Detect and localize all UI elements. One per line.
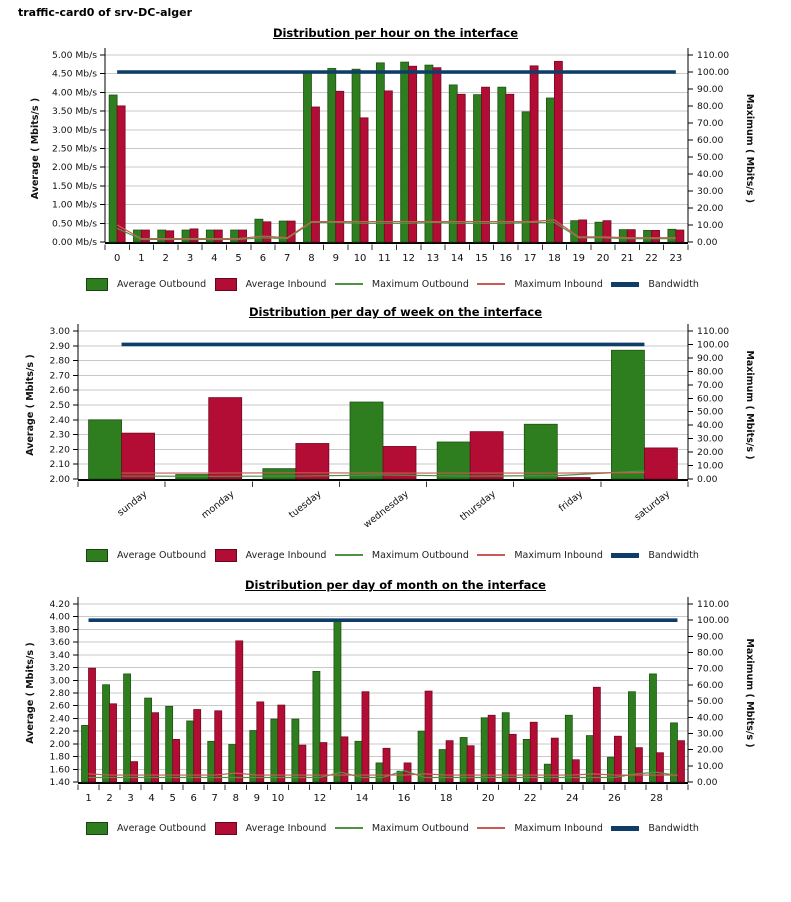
- avg-inbound-bar: [214, 230, 222, 242]
- avg-outbound-bar: [313, 671, 320, 782]
- avg-inbound-bar: [446, 741, 453, 782]
- x-axis-label: tuesday: [286, 488, 324, 521]
- avg-outbound-bar: [401, 62, 409, 242]
- traffic-report-page: [0, 6, 791, 902]
- avg-outbound-bar: [271, 719, 278, 782]
- x-axis-label: 8: [308, 253, 315, 264]
- average-outbound-swatch: [86, 278, 108, 291]
- avg-outbound-bar: [474, 95, 482, 242]
- maximum-inbound-swatch: [477, 283, 505, 285]
- x-axis-label: 8: [232, 793, 239, 804]
- legend-label: Bandwidth: [648, 822, 699, 834]
- avg-outbound-bar: [649, 674, 656, 782]
- avg-outbound-bar: [208, 741, 215, 782]
- avg-inbound-bar: [579, 220, 587, 242]
- avg-outbound-bar: [292, 719, 299, 782]
- avg-outbound-bar: [595, 222, 603, 242]
- left-axis-tick-label: 2.00: [49, 474, 70, 485]
- legend-label: Average Inbound: [245, 822, 327, 834]
- avg-inbound-bar: [383, 446, 416, 479]
- left-axis-tick-label: 3.20: [49, 662, 70, 674]
- avg-outbound-bar: [644, 230, 652, 242]
- avg-inbound-bar: [141, 230, 149, 242]
- avg-inbound-bar: [530, 722, 537, 782]
- x-axis-label: 6: [259, 253, 267, 264]
- legend-label: Maximum Inbound: [514, 278, 603, 290]
- x-axis-label: 15: [475, 253, 488, 264]
- avg-inbound-bar: [433, 68, 441, 242]
- left-axis-tick-label: 1.50 Mb/s: [51, 180, 97, 192]
- right-axis-tick-label: 80.00: [697, 366, 724, 378]
- legend-item-average-inbound: [215, 822, 327, 835]
- hourly-distribution-chart: [0, 40, 791, 272]
- maximum-outbound-swatch: [335, 554, 363, 556]
- left-axis-tick-label: 2.20: [49, 726, 70, 738]
- avg-outbound-bar: [376, 63, 384, 242]
- maximum-outbound-swatch: [335, 827, 363, 829]
- x-axis-label: 4: [211, 253, 218, 264]
- x-axis-label: 20: [596, 253, 610, 264]
- x-axis-label: 24: [565, 793, 579, 804]
- legend-label: Average Outbound: [117, 549, 207, 561]
- left-axis-tick-label: 2.10: [49, 459, 70, 471]
- x-axis-label: thursday: [458, 488, 498, 524]
- avg-outbound-bar: [670, 723, 677, 782]
- avg-inbound-bar: [530, 66, 538, 242]
- monthly-distribution-chart: [0, 592, 791, 816]
- legend-item-bandwidth: [611, 823, 699, 834]
- right-axis-tick-label: 80.00: [697, 101, 724, 112]
- x-axis-label: 10: [353, 253, 367, 264]
- left-axis-tick-label: 2.30: [49, 429, 70, 441]
- legend-item-average-inbound: [215, 278, 327, 291]
- x-axis-label: 16: [499, 253, 513, 264]
- avg-outbound-bar: [109, 95, 117, 242]
- avg-inbound-bar: [166, 231, 174, 242]
- x-axis-label: 5: [235, 253, 242, 264]
- x-axis-label: 26: [608, 793, 621, 804]
- legend-label: Average Outbound: [117, 278, 207, 290]
- right-axis-tick-label: 10.00: [697, 460, 724, 472]
- legend-item-maximum-inbound: [477, 279, 603, 290]
- legend-label: Bandwidth: [648, 549, 699, 561]
- right-axis-tick-label: 20.00: [697, 744, 724, 756]
- avg-outbound-bar: [182, 230, 190, 242]
- weekly-chart-legend: [86, 547, 699, 563]
- right-axis-tick-label: 10.00: [697, 220, 724, 231]
- monthly-chart-title: Distribution per day of month on the interface: [245, 578, 546, 592]
- avg-inbound-bar: [676, 230, 684, 242]
- left-axis-tick-label: 2.00: [49, 738, 70, 750]
- avg-inbound-bar: [296, 443, 329, 479]
- monthly-distribution-section: [0, 578, 791, 836]
- avg-inbound-bar: [652, 230, 660, 242]
- right-axis-tick-label: 90.00: [697, 631, 724, 643]
- avg-inbound-bar: [593, 687, 600, 782]
- legend-label: Maximum Inbound: [514, 549, 603, 561]
- avg-outbound-bar: [350, 402, 383, 479]
- right-axis-tick-label: 20.00: [697, 447, 724, 459]
- legend-label: Average Inbound: [245, 278, 327, 290]
- x-axis-label: 11: [377, 253, 391, 264]
- left-axis-tick-label: 2.40: [49, 713, 70, 725]
- avg-inbound-bar: [287, 221, 295, 242]
- left-axis-title: Average ( Mbits/s ): [25, 354, 36, 456]
- x-axis-label: 13: [426, 253, 440, 264]
- right-axis-tick-label: 0.00: [697, 777, 718, 788]
- x-axis-label: 1: [138, 253, 145, 264]
- avg-inbound-bar: [554, 61, 562, 242]
- left-axis-tick-label: 2.80: [49, 688, 70, 699]
- left-axis-tick-label: 2.90: [49, 340, 70, 352]
- x-axis-label: 2: [106, 793, 113, 804]
- avg-inbound-bar: [152, 713, 159, 782]
- avg-inbound-bar: [117, 106, 125, 242]
- x-axis-label: 2: [162, 253, 169, 264]
- legend-item-average-outbound: [86, 822, 206, 835]
- weekly-distribution-section: [0, 305, 791, 563]
- right-axis-tick-label: 100.00: [697, 67, 730, 78]
- x-axis-label: 20: [481, 793, 495, 804]
- avg-outbound-bar: [187, 721, 194, 782]
- avg-inbound-bar: [257, 702, 264, 782]
- x-axis-label: 17: [523, 253, 537, 264]
- left-axis-tick-label: 1.80: [49, 751, 70, 763]
- left-axis-tick-label: 4.50 Mb/s: [51, 68, 97, 80]
- legend-item-maximum-outbound: [335, 823, 469, 834]
- right-axis-tick-label: 100.00: [697, 339, 730, 351]
- avg-outbound-bar: [607, 757, 614, 782]
- avg-inbound-bar: [409, 66, 417, 242]
- right-axis-tick-label: 50.00: [697, 696, 724, 708]
- right-axis-tick-label: 10.00: [697, 760, 724, 772]
- avg-outbound-bar: [449, 85, 457, 242]
- legend-item-bandwidth: [611, 550, 699, 561]
- left-axis-tick-label: 2.50: [49, 400, 70, 411]
- avg-outbound-bar: [571, 221, 579, 242]
- avg-outbound-bar: [103, 685, 110, 782]
- right-axis-tick-label: 90.00: [697, 352, 724, 364]
- avg-inbound-bar: [457, 94, 465, 242]
- x-axis-label: 28: [650, 793, 663, 804]
- avg-outbound-bar: [124, 674, 131, 782]
- x-axis-label: 10: [271, 793, 285, 804]
- weekly-chart-title: Distribution per day of week on the interface: [248, 305, 543, 319]
- legend-item-average-inbound: [215, 549, 327, 562]
- avg-inbound-bar: [482, 87, 490, 242]
- avg-inbound-bar: [362, 692, 369, 782]
- avg-outbound-bar: [524, 424, 557, 479]
- legend-label: Maximum Outbound: [371, 278, 469, 290]
- x-axis-label: 12: [313, 793, 327, 804]
- legend-label: Average Outbound: [117, 822, 207, 834]
- x-axis-label: wednesday: [361, 488, 411, 531]
- x-axis-label: 18: [439, 793, 453, 804]
- right-axis-tick-label: 110.00: [697, 50, 730, 61]
- right-axis-tick-label: 110.00: [697, 599, 730, 610]
- avg-inbound-bar: [131, 762, 138, 782]
- x-axis-label: 1: [85, 793, 92, 804]
- x-axis-label: 22: [523, 793, 537, 804]
- right-axis-tick-label: 50.00: [697, 406, 724, 418]
- legend-item-average-outbound: [86, 278, 206, 291]
- legend-label: Maximum Outbound: [371, 549, 469, 561]
- legend-item-average-outbound: [86, 549, 206, 562]
- avg-inbound-bar: [627, 230, 635, 242]
- right-axis-tick-label: 40.00: [697, 420, 724, 432]
- avg-outbound-bar: [352, 69, 360, 242]
- avg-inbound-bar: [603, 221, 611, 242]
- left-axis-tick-label: 0.00 Mb/s: [51, 237, 97, 248]
- avg-outbound-bar: [668, 229, 676, 242]
- x-axis-label: saturday: [632, 488, 673, 524]
- avg-inbound-bar: [470, 432, 503, 479]
- avg-inbound-bar: [209, 398, 242, 479]
- right-axis-tick-label: 110.00: [697, 326, 730, 337]
- avg-outbound-bar: [145, 698, 152, 782]
- avg-outbound-bar: [586, 736, 593, 782]
- avg-outbound-bar: [376, 763, 383, 782]
- left-axis-tick-label: 3.60: [49, 637, 70, 649]
- left-axis-tick-label: 2.50 Mb/s: [51, 143, 97, 155]
- left-axis-tick-label: 3.50 Mb/s: [51, 106, 97, 118]
- left-axis-tick-label: 2.20: [49, 444, 70, 456]
- average-outbound-swatch: [86, 822, 108, 835]
- avg-inbound-bar: [299, 745, 306, 782]
- avg-outbound-bar: [611, 350, 644, 479]
- x-axis-label: 7: [284, 253, 291, 264]
- avg-inbound-bar: [656, 753, 663, 782]
- legend-item-maximum-outbound: [335, 279, 469, 290]
- average-inbound-swatch: [215, 822, 237, 835]
- avg-outbound-bar: [82, 725, 89, 782]
- hourly-chart-title: Distribution per hour on the interface: [272, 26, 519, 40]
- left-axis-tick-label: 5.00 Mb/s: [51, 50, 97, 61]
- avg-outbound-bar: [334, 621, 341, 782]
- right-axis-tick-label: 70.00: [697, 379, 724, 391]
- left-axis-tick-label: 2.70: [49, 370, 70, 382]
- weekly-distribution-chart: [0, 319, 791, 543]
- avg-inbound-bar: [384, 91, 392, 242]
- x-axis-label: 18: [548, 253, 561, 264]
- x-axis-label: 14: [450, 253, 464, 264]
- left-axis-tick-label: 2.40: [49, 414, 70, 426]
- avg-outbound-bar: [328, 68, 336, 242]
- maximum-inbound-swatch: [477, 827, 505, 829]
- left-axis-tick-label: 2.00 Mb/s: [51, 162, 97, 174]
- left-axis-tick-label: 2.60: [49, 700, 70, 712]
- bandwidth-swatch: [611, 826, 639, 831]
- hourly-distribution-section: [0, 26, 791, 292]
- right-axis-tick-label: 80.00: [697, 647, 724, 659]
- right-axis-tick-label: 50.00: [697, 152, 724, 163]
- x-axis-label: 5: [169, 793, 176, 804]
- legend-item-maximum-outbound: [335, 550, 469, 561]
- legend-item-maximum-inbound: [477, 550, 603, 561]
- right-axis-tick-label: 0.00: [697, 474, 718, 485]
- avg-inbound-bar: [488, 715, 495, 782]
- avg-outbound-bar: [544, 764, 551, 782]
- left-axis-tick-label: 1.40: [49, 777, 70, 788]
- x-axis-label: 14: [355, 793, 369, 804]
- average-outbound-swatch: [86, 549, 108, 562]
- avg-inbound-bar: [236, 641, 243, 782]
- left-axis-title: Average ( Mbits/s ): [30, 97, 41, 200]
- right-axis-tick-label: 20.00: [697, 203, 724, 214]
- x-axis-label: 21: [620, 253, 634, 264]
- x-axis-label: 0: [113, 253, 121, 264]
- avg-outbound-bar: [229, 744, 236, 782]
- x-axis-label: friday: [556, 488, 586, 515]
- average-inbound-swatch: [215, 549, 237, 562]
- x-axis-label: 22: [645, 253, 658, 264]
- avg-outbound-bar: [158, 230, 166, 242]
- x-axis-label: 7: [211, 793, 218, 804]
- x-axis-label: 23: [669, 253, 683, 264]
- legend-item-bandwidth: [611, 279, 699, 290]
- avg-outbound-bar: [619, 230, 627, 242]
- left-axis-tick-label: 3.80: [49, 624, 70, 636]
- legend-label: Maximum Outbound: [371, 822, 469, 834]
- avg-outbound-bar: [481, 718, 488, 782]
- legend-label: Average Inbound: [245, 549, 327, 561]
- average-inbound-swatch: [215, 278, 237, 291]
- avg-outbound-bar: [628, 692, 635, 782]
- maximum-outbound-swatch: [335, 283, 363, 285]
- left-axis-tick-label: 2.60: [49, 385, 70, 397]
- avg-inbound-bar: [557, 478, 590, 479]
- x-axis-label: sunday: [115, 488, 150, 519]
- x-axis-label: 4: [148, 793, 155, 804]
- x-axis-label: 9: [253, 793, 260, 804]
- right-axis-tick-label: 60.00: [697, 135, 724, 146]
- avg-inbound-bar: [110, 704, 117, 782]
- monthly-chart-legend: [86, 820, 699, 836]
- page-title: traffic-card0 of srv-DC-alger: [18, 6, 193, 19]
- avg-outbound-bar: [231, 230, 239, 242]
- left-axis-title: Average ( Mbits/s ): [25, 642, 36, 744]
- legend-label: Bandwidth: [648, 278, 699, 290]
- avg-inbound-bar: [239, 230, 247, 242]
- legend-item-maximum-inbound: [477, 823, 603, 834]
- right-axis-tick-label: 40.00: [697, 169, 724, 180]
- left-axis-tick-label: 3.00: [49, 675, 70, 687]
- avg-outbound-bar: [263, 469, 296, 479]
- avg-outbound-bar: [425, 65, 433, 242]
- x-axis-label: 3: [186, 253, 194, 264]
- avg-inbound-bar: [467, 746, 474, 782]
- avg-outbound-bar: [166, 706, 173, 782]
- hourly-chart-legend: [86, 276, 699, 292]
- right-axis-tick-label: 90.00: [697, 84, 724, 95]
- left-axis-tick-label: 3.00: [49, 326, 70, 337]
- legend-label: Maximum Inbound: [514, 822, 603, 834]
- right-axis-tick-label: 0.00: [697, 237, 718, 248]
- left-axis-tick-label: 3.40: [49, 649, 70, 661]
- avg-outbound-bar: [89, 420, 122, 479]
- avg-inbound-bar: [122, 433, 155, 479]
- left-axis-tick-label: 2.80: [49, 355, 70, 367]
- max-inbound-line: [122, 473, 645, 474]
- right-axis-tick-label: 30.00: [697, 433, 724, 445]
- avg-inbound-bar: [263, 222, 271, 242]
- left-axis-tick-label: 4.00: [49, 611, 70, 623]
- x-axis-label: 12: [402, 253, 416, 264]
- avg-outbound-bar: [502, 713, 509, 782]
- avg-inbound-bar: [215, 711, 222, 782]
- right-axis-tick-label: 70.00: [697, 663, 724, 675]
- avg-inbound-bar: [644, 448, 677, 479]
- avg-inbound-bar: [425, 691, 432, 782]
- left-axis-tick-label: 4.00 Mb/s: [51, 87, 97, 99]
- avg-inbound-bar: [677, 741, 684, 782]
- right-axis-tick-label: 30.00: [697, 728, 724, 740]
- avg-outbound-bar: [498, 87, 506, 242]
- right-axis-tick-label: 40.00: [697, 712, 724, 724]
- left-axis-tick-label: 4.20: [49, 599, 70, 610]
- avg-outbound-bar: [565, 715, 572, 782]
- right-axis-tick-label: 100.00: [697, 615, 730, 627]
- avg-inbound-bar: [572, 760, 579, 782]
- left-axis-tick-label: 1.60: [49, 764, 70, 776]
- x-axis-label: monday: [199, 488, 237, 522]
- avg-inbound-bar: [89, 668, 96, 782]
- right-axis-tick-label: 30.00: [697, 186, 724, 197]
- avg-inbound-bar: [506, 94, 514, 242]
- bandwidth-swatch: [611, 553, 639, 558]
- right-axis-title: Maximum ( Mbits/s ): [744, 93, 755, 204]
- bandwidth-swatch: [611, 282, 639, 287]
- avg-outbound-bar: [206, 230, 214, 242]
- avg-inbound-bar: [194, 710, 201, 782]
- right-axis-tick-label: 60.00: [697, 679, 724, 691]
- avg-inbound-bar: [278, 705, 285, 782]
- left-axis-tick-label: 3.00 Mb/s: [51, 124, 97, 136]
- maximum-inbound-swatch: [477, 554, 505, 556]
- x-axis-label: 19: [572, 253, 586, 264]
- avg-inbound-bar: [336, 91, 344, 242]
- right-axis-title: Maximum ( Mbits/s ): [744, 350, 755, 460]
- x-axis-label: 3: [127, 793, 134, 804]
- left-axis-tick-label: 0.50 Mb/s: [51, 218, 97, 230]
- avg-inbound-bar: [635, 748, 642, 782]
- right-axis-tick-label: 60.00: [697, 393, 724, 405]
- right-axis-title: Maximum ( Mbits/s ): [744, 638, 755, 748]
- x-axis-label: 16: [397, 793, 411, 804]
- x-axis-label: 6: [190, 793, 197, 804]
- x-axis-label: 9: [332, 253, 339, 264]
- left-axis-tick-label: 1.00 Mb/s: [51, 199, 97, 211]
- avg-outbound-bar: [303, 73, 311, 242]
- right-axis-tick-label: 70.00: [697, 118, 724, 129]
